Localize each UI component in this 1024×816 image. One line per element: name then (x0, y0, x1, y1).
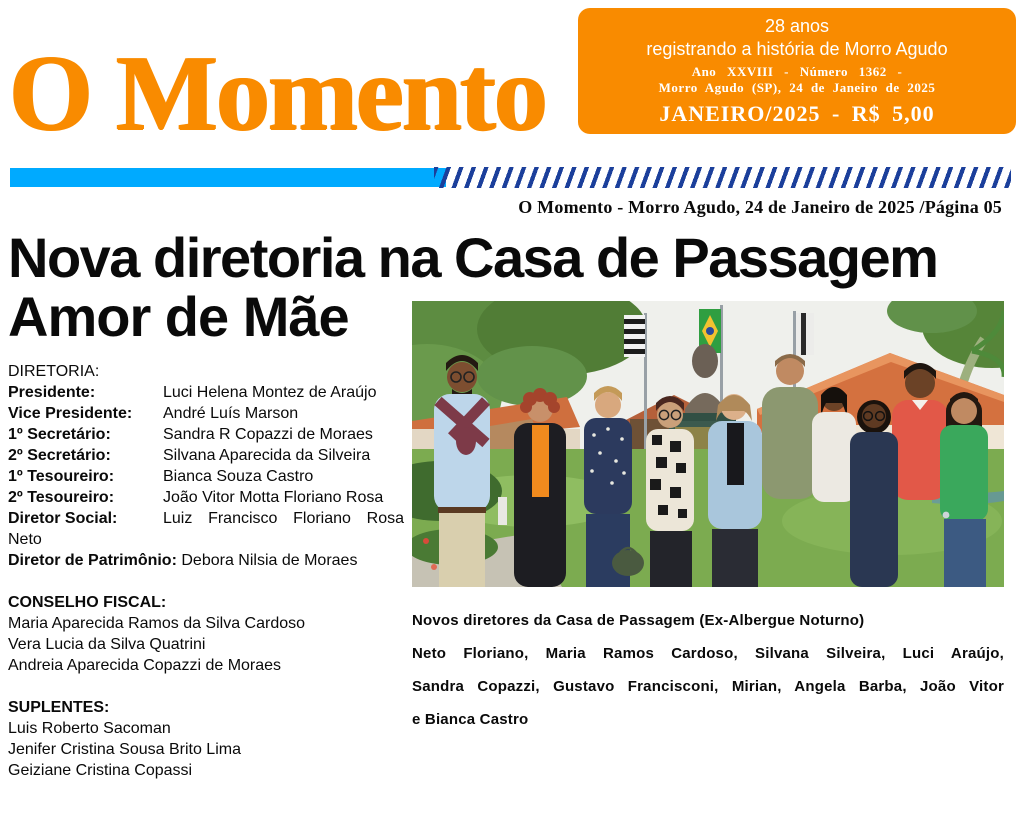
role-value: André Luís Marson (163, 405, 299, 423)
content-row (8, 285, 1016, 781)
caption-line: Sandra Copazzi, Gustavo Francisconi, Mirian, Angela Barba, João Vitor (412, 678, 1004, 696)
caption-line: Neto Floriano, Maria Ramos Cardoso, Silvana Silveira, Luci Araújo, (412, 645, 1004, 663)
role-value: Silvana Aparecida da Silveira (163, 447, 371, 465)
suplentes-list (8, 697, 404, 781)
third-flag (796, 313, 814, 355)
member-name: Geiziane Cristina Copassi (8, 762, 193, 780)
member-name: Luis Roberto Sacoman (8, 720, 171, 738)
member-name: Andreia Aparecida Copazzi de Moraes (8, 657, 282, 675)
board-row-patrimonio (8, 550, 404, 571)
role-value: Sandra R Copazzi de Moraes (163, 426, 373, 444)
diagonal-stripes (434, 167, 1011, 188)
edition-number: Ano XXVIII - Número 1362 - (691, 64, 903, 79)
suplentes-heading: SUPLENTES: (8, 699, 110, 717)
headline-line1: Nova diretoria na Casa de Passagem (8, 226, 938, 289)
board-row-social (8, 508, 404, 550)
board-row (8, 466, 404, 487)
spacer (8, 571, 404, 592)
edition-date: Morro Agudo (SP), 24 de Janeiro de 2025 (658, 80, 936, 95)
diretoria-list (8, 361, 404, 571)
page-dateline: O Momento - Morro Agudo, 24 de Janeiro de 2025 /Página 05 (518, 197, 1002, 217)
newspaper-logo: O Momento (8, 34, 545, 153)
board-row (8, 382, 404, 403)
edition-info-box (578, 8, 1016, 134)
role-label: 2º Tesoureiro: (8, 489, 115, 507)
member-name: Vera Lucia da Silva Quatrini (8, 636, 206, 654)
member-name: Jenifer Cristina Sousa Brito Lima (8, 741, 241, 759)
masthead (0, 0, 1024, 226)
headline-line2: Amor de Mãe (8, 285, 349, 349)
role-label: Vice Presidente: (8, 405, 133, 423)
role-label: 1º Tesoureiro: (8, 468, 115, 486)
role-label: Diretor de Patrimônio: (8, 552, 177, 570)
person-bianca-castro (940, 392, 988, 587)
board-row (8, 424, 404, 445)
conselho-fiscal-list (8, 592, 404, 676)
role-value: Luci Helena Montez de Araújo (163, 384, 377, 402)
role-value: Luiz Francisco Floriano Rosa Neto (8, 510, 404, 549)
board-row (8, 403, 404, 424)
board-row (8, 487, 404, 508)
caption-line: Novos diretores da Casa de Passagem (Ex-Albergue Noturno) (412, 612, 865, 630)
blue-bar (10, 168, 446, 187)
spacer (8, 676, 404, 697)
role-label: 2º Secretário: (8, 447, 111, 465)
group-photo (412, 301, 1004, 587)
role-label: Diretor Social: (8, 510, 118, 528)
price-line: JANEIRO/2025 - R$ 5,00 (659, 101, 935, 126)
decorative-stripe-bar (10, 168, 1011, 187)
caption-line: e Bianca Castro (412, 711, 529, 729)
sao-paulo-flag (624, 315, 645, 357)
role-value: Bianca Souza Castro (163, 468, 314, 486)
board-row (8, 445, 404, 466)
role-label: 1º Secretário: (8, 426, 111, 444)
anniversary-text: 28 anos (764, 16, 830, 36)
role-value: João Vitor Motta Floriano Rosa (163, 489, 384, 507)
role-label: Presidente: (8, 384, 96, 402)
photo-caption (412, 604, 1004, 736)
person-angela-barba (708, 394, 762, 587)
conselho-heading: CONSELHO FISCAL: (8, 594, 167, 612)
member-name: Maria Aparecida Ramos da Silva Cardoso (8, 615, 306, 633)
tagline-text: registrando a história de Morro Agudo (646, 39, 948, 59)
role-value: Debora Nilsia de Moraes (181, 552, 358, 570)
article-body-column (8, 285, 412, 781)
photo-column (412, 288, 1004, 781)
diretoria-heading: DIRETORIA: (8, 363, 100, 381)
